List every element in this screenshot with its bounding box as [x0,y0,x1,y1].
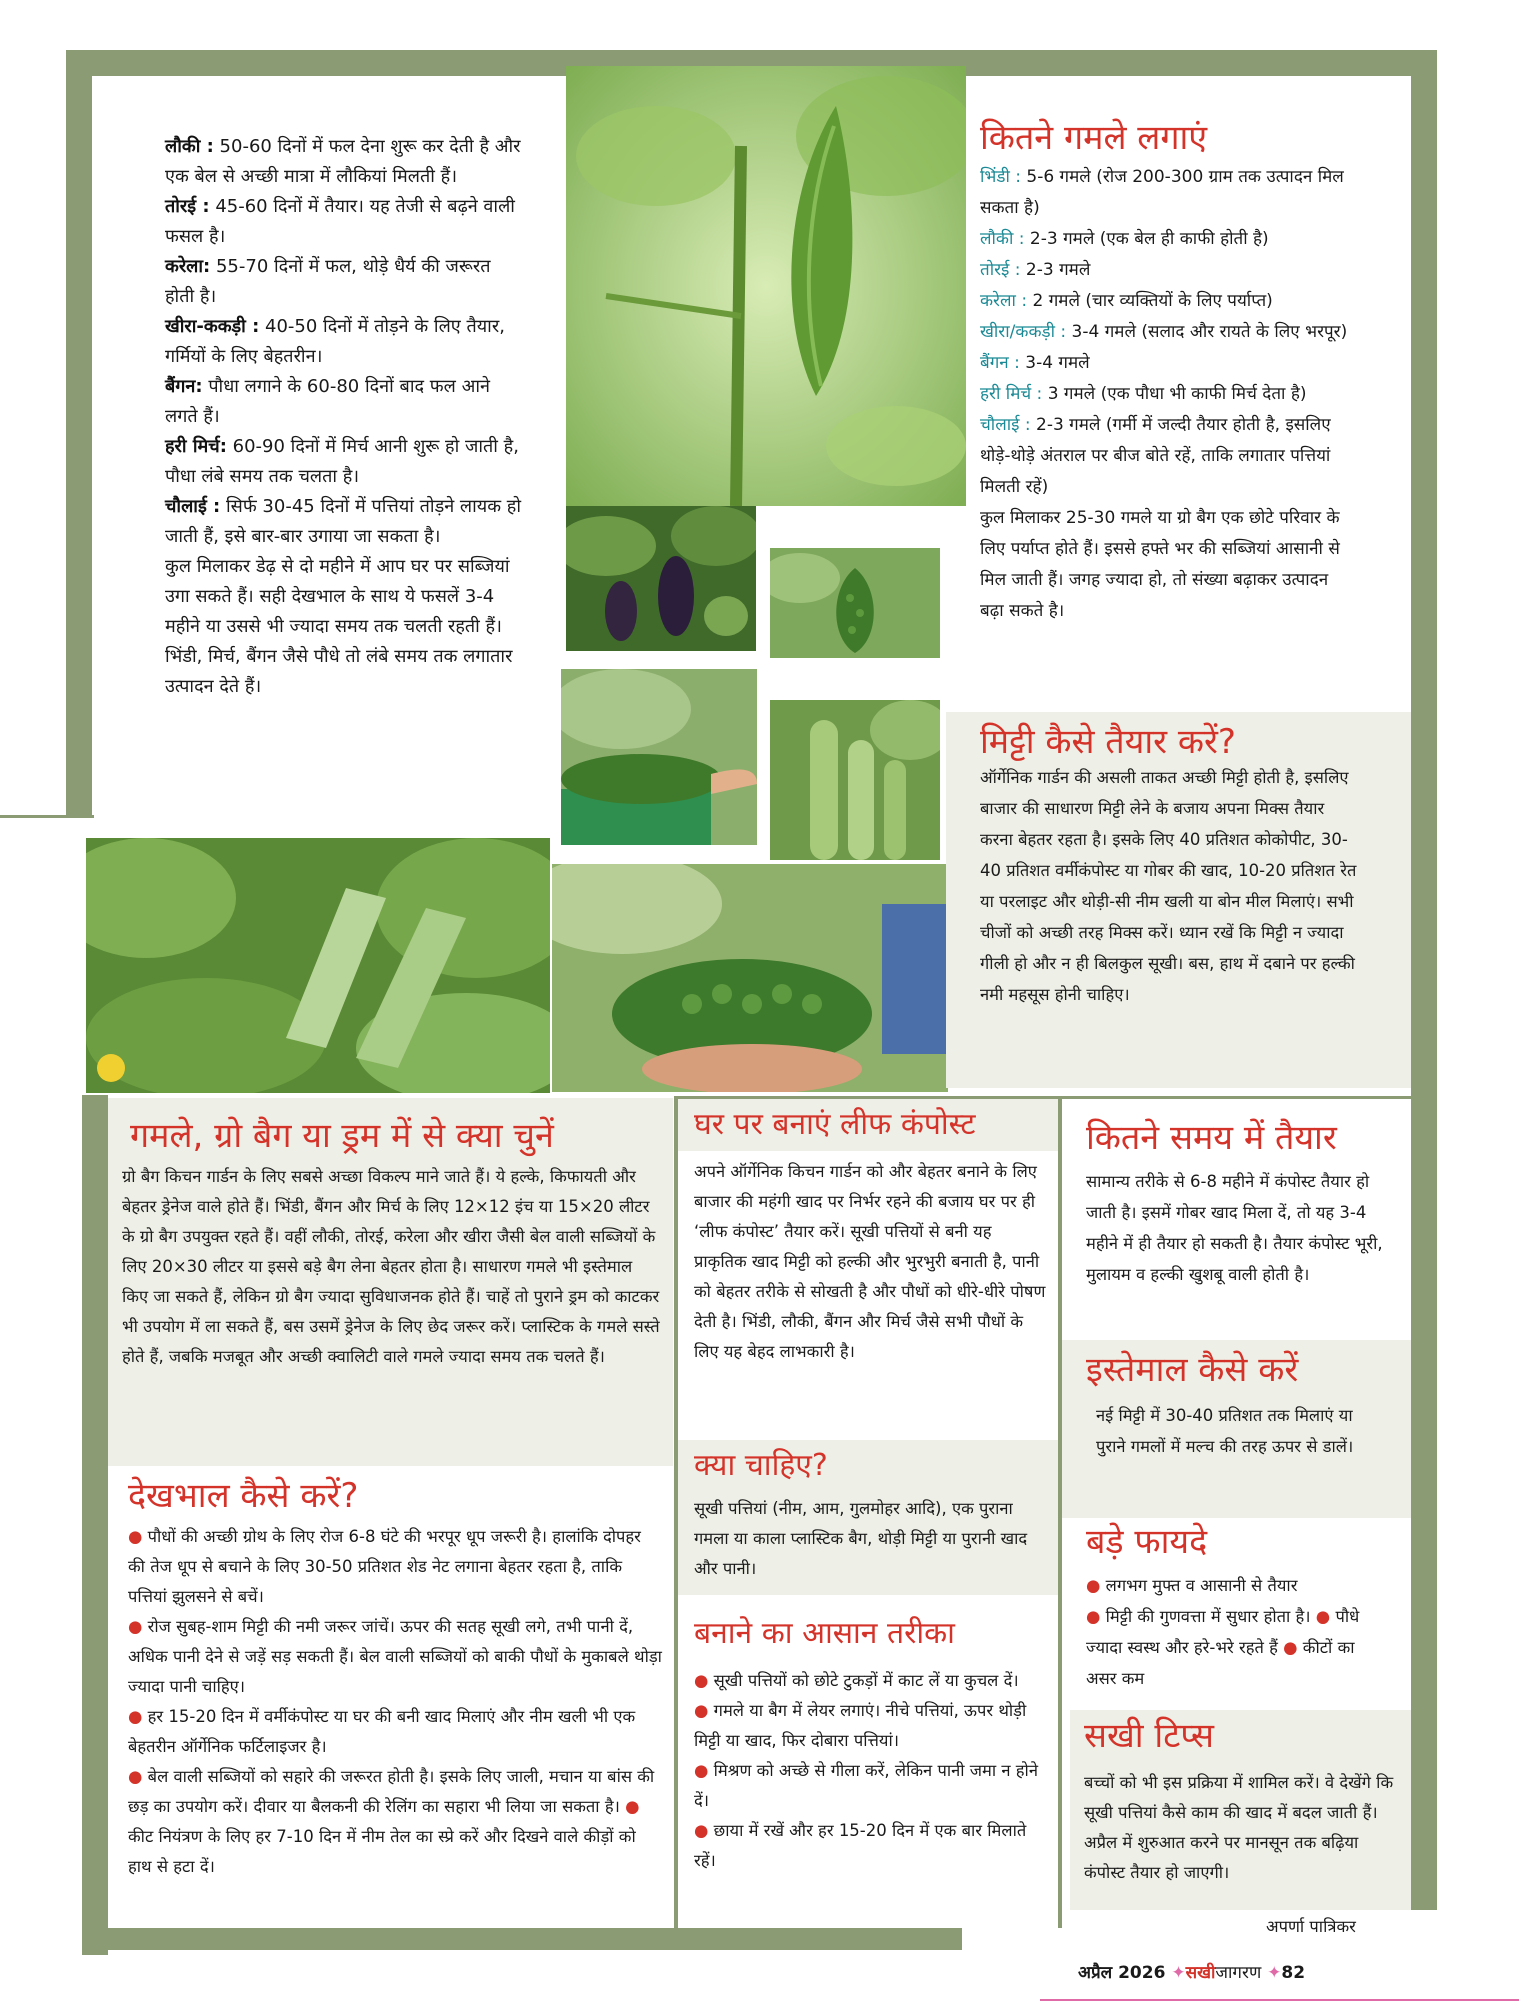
bullet-icon: ● [128,1767,143,1786]
tips-title: सखी टिप्स [1084,1716,1215,1756]
soil-text: ऑर्गेनिक गार्डन की असली ताकत अच्छी मिट्टी होती है, इसलिए बाजार की साधारण मिट्टी लेने के बजाय अपना मिक्स तैयार करना बेहतर रहता है। इसके लिए 40 प्रतिशत कोकोपीट, 30-40 प्रतिशत वर्मीकंपोस्ट या गोबर की खाद, 10-20 प्रतिशत रेत या परलाइट और थोड़ी-सी नीम खली या बोन मील मिलाएं। सभी चीजों को अच्छी तरह मिक्स करें। ध्यान रखें कि मिट्टी न ज्यादा गीली हो और न ही बिलकुल सूखी। बस, हाथ में दबाने पर हल्की नमी महसूस होनी चाहिए। [980,768,1357,1004]
veg-label: तोरई : [980,260,1021,280]
bottle-gourd-photo [770,700,940,860]
pots-title: कितने गमले लगाएं [980,118,1208,158]
care-bullet: कीट नियंत्रण के लिए हर 7-10 दिन में नीम तेल का स्प्रे करें और दिखने वाले कीड़ों को हाथ से हटा दें। [128,1827,636,1876]
method-title: बनाने का आसान तरीका [694,1616,955,1651]
bullet-icon: ● [694,1701,709,1720]
pots-text: 2-3 गमले (एक बेल ही काफी होती है) [1024,229,1269,249]
leaf-compost-text: अपने ऑर्गेनिक किचन गार्डन को और बेहतर बनाने के लिए बाजार की महंगी खाद पर निर्भर रहने की बजाय घर पर ही ‘लीफ कंपोस्ट’ तैयार करें। सूखी पत्तियों से बनी यह प्राकृतिक खाद मिट्टी को हल्की और भुरभुरी बनाती है, पानी को बेहतर तरीके से सोखती है और पौधों को धीरे-धीरे पोषण देती है। भिंडी, लौकी, बैंगन और मिर्च जैसे सभी पौधों के लिए यह बेहद लाभकारी है। [694,1162,1046,1361]
pots-text: 3 गमले (एक पौधा भी काफी मिर्च देता है) [1042,384,1307,404]
need-section [694,1446,1046,1584]
veg-label: भिंडी : [980,167,1021,187]
desc: पौधा लगाने के 60-80 दिनों बाद फल आने लगते हैं। [165,376,490,427]
term: बैंगन: [165,376,203,397]
need-title: क्या चाहिए? [694,1448,828,1483]
pots-text: 2-3 गमले [1020,260,1091,280]
term: खीरा-ककड़ी : [165,316,260,337]
ridge-gourd-photo [86,838,550,1093]
containers-section [122,1116,662,1372]
byline: अपर्णा पात्रिकर [1266,1917,1356,1936]
desc: सिर्फ 30-45 दिनों में पत्तियां तोड़ने लायक हो जाती हैं, इसे बार-बार उगाया जा सकता है। [165,496,522,547]
time-ready-text: सामान्य तरीके से 6-8 महीने में कंपोस्ट तैयार हो जाती है। इसमें गोबर खाद मिला दें, तो यह 3-4 महीने में ही तैयार हो सकती है। तैयार कंपोस्ट भूरी, मुलायम व हल्की खुशबू वाली होती है। [1086,1172,1383,1284]
care-section [128,1476,662,1882]
pots-text: 3-4 गमले (सलाद और रायते के लिए भरपूर) [1066,322,1348,342]
bullet-icon: ● [694,1761,709,1780]
benefit-item: पौधे ज्यादा स्वस्थ और हरे-भरे रहते हैं [1086,1607,1360,1657]
benefits-section [1086,1522,1386,1694]
term: करेला: [165,256,211,277]
tips-section [1084,1716,1400,1888]
term: तोरई : [165,196,210,217]
bullet-icon: ● [625,1797,640,1816]
time-ready-section [1086,1118,1386,1290]
footer-month: अप्रैल 2026 [1078,1963,1166,1983]
frame-bottom-border [82,1928,962,1950]
leaf-compost-section [694,1105,1046,1367]
usage-title: इस्तेमाल कैसे करें [1086,1350,1299,1390]
veg-label: हरी मिर्च : [980,384,1043,404]
method-bullet: गमले या बैग में लेयर लगाएं। नीचे पत्तियां, ऊपर थोड़ी मिट्टी या खाद, फिर दोबारा पत्तियां। [694,1701,1027,1750]
veg-label: करेला : [980,291,1028,311]
care-title: देखभाल कैसे करें? [128,1476,359,1516]
footer-brand-sakhi: सखी [1185,1963,1216,1983]
bullet-icon: ● [1315,1607,1331,1626]
soil-title: मिट्टी कैसे तैयार करें? [980,722,1236,762]
okra-photo [566,66,966,506]
method-section [694,1614,1046,1876]
pots-section [980,118,1355,627]
pots-closing: कुल मिलाकर 25-30 गमले या ग्रो बैग एक छोटे परिवार के लिए पर्याप्त होते हैं। इससे हफ्ते भर की सब्जियां आसानी से मिल जाती हैं। जगह ज्यादा हो, तो संख्या बढ़ाकर उत्पादन बढ़ा सकते है। [980,508,1340,621]
desc: 50-60 दिनों में फल देना शुरू कर देती है और एक बेल से अच्छी मात्रा में लौकियां मिलती हैं। [165,136,521,187]
benefit-item: कीटों का असर कम [1086,1638,1355,1688]
amaranth-harvest-photo [561,669,757,845]
containers-text: ग्रो बैग किचन गार्डन के लिए सबसे अच्छा विकल्प माने जाते हैं। ये हल्के, किफायती और बेहतर ड्रेनेज वाले होते हैं। भिंडी, बैंगन और मिर्च के लिए 12×12 इंच या 15×20 लीटर के ग्रो बैग उपयुक्त रहते हैं। वहीं लौकी, तोरई, करेला और खीरा जैसी बेल वाली सब्जियों के लिए 20×30 लीटर या इससे बड़े बैग लेना बेहतर होता है। साधारण गमले भी इस्तेमाल किए जा सकते हैं, लेकिन ग्रो बैग ज्यादा सुविधाजनक होते हैं। चाहें तो पुराने ड्रम को काटकर भी उपयोग में ला सकते हैं, बस उसमें ड्रेनेज के लिए छेद जरूर करें। प्लास्टिक के गमले सस्ते होते हैं, जबकि मजबूत और अच्छी क्वालिटी वाले गमले ज्यादा समय तक चलते हैं। [122,1167,660,1366]
bullet-icon: ● [1086,1576,1101,1595]
cucumber-harvest-photo [552,864,948,1092]
veg-label: चौलाई : [980,415,1031,435]
tips-text: बच्चों को भी इस प्रक्रिया में शामिल करें। वे देखेंगे कि सूखी पत्तियां कैसे काम की खाद में बदल जाती हैं। अप्रैल में शुरुआत करने पर मानसून तक बढ़िया कंपोस्ट तैयार हो जाएगी। [1084,1773,1394,1882]
bullet-icon: ● [128,1617,143,1636]
bullet-icon: ● [1086,1607,1101,1626]
star-icon: ✦ [1171,1963,1186,1983]
containers-title: गमले, ग्रो बैग या ड्रम में से क्या चुनें [130,1116,554,1156]
method-bullet: मिश्रण को अच्छे से गीला करें, लेकिन पानी जमा न होने दें। [694,1761,1038,1810]
frame-left-border-lower [82,1095,108,1955]
desc: 55-70 दिनों में फल, थोड़े धैर्य की जरूरत होती है। [165,256,491,307]
page-number: 82 [1281,1963,1306,1983]
frame-left-border [66,50,92,815]
veg-label: लौकी : [980,229,1025,249]
bullet-icon: ● [128,1527,143,1546]
term: चौलाई : [165,496,221,517]
footer-brand-jagran: जागरण [1215,1963,1262,1983]
harvest-times-text [165,132,525,702]
closing-text: कुल मिलाकर डेढ़ से दो महीने में आप घर पर सब्जियां उगा सकते हैं। सही देखभाल के साथ ये फसलें 3-4 महीने या उससे भी ज्यादा समय तक चलती रहती हैं। भिंडी, मिर्च, बैंगन जैसे पौधे तो लंबे समय तक लगातार उत्पादन देते हैं। [165,556,513,697]
bitter-gourd-photo [770,548,940,658]
desc: 40-50 दिनों में तोड़ने के लिए तैयार, गर्मियों के लिए बेहतरीन। [165,316,505,367]
desc: 45-60 दिनों में तैयार। यह तेजी से बढ़ने वाली फसल है। [165,196,515,247]
method-bullet: छाया में रखें और हर 15-20 दिन में एक बार मिलाते रहें। [694,1821,1027,1870]
star-icon: ✦ [1267,1963,1282,1983]
pots-text: 2-3 गमले (गर्मी में जल्दी तैयार होती है, इसलिए थोड़े-थोड़े अंतराल पर बीज बोते रहें, ताकि लगातार पत्तियां मिलती रहें) [980,415,1331,497]
pots-text: 3-4 गमले [1019,353,1090,373]
bullet-icon: ● [128,1707,143,1726]
bullet-icon: ● [1283,1638,1298,1657]
footer-line [1040,1999,1519,2001]
care-bullet: हर 15-20 दिन में वर्मीकंपोस्ट या घर की बनी खाद मिलाएं और नीम खली भी एक बेहतरीन ऑर्गेनिक फर्टिलाइजर है। [128,1707,636,1756]
veg-label: बैंगन : [980,353,1020,373]
desc: 60-90 दिनों में मिर्च आनी शुरू हो जाती है, पौधा लंबे समय तक चलता है। [165,436,519,487]
benefit-item: मिट्टी की गुणवत्ता में सुधार होता है। [1105,1607,1311,1626]
pots-text: 5-6 गमले (रोज 200-300 ग्राम तक उत्पादन मिल सकता है) [980,167,1344,218]
eggplant-photo [566,506,756,651]
bullet-icon: ● [694,1821,709,1840]
usage-text: नई मिट्टी में 30-40 प्रतिशत तक मिलाएं या पुराने गमलों में मल्च की तरह ऊपर से डालें। [1096,1406,1354,1456]
care-bullet: पौधों की अच्छी ग्रोथ के लिए रोज 6-8 घंटे की भरपूर धूप जरूरी है। हालांकि दोपहर की तेज धूप से बचाने के लिए 30-50 प्रतिशत शेड नेट लगाना बेहतर रहता है, ताकि पत्तियां झुलसने से बचें। [128,1527,641,1606]
time-ready-title: कितने समय में तैयार [1086,1118,1337,1158]
pots-text: 2 गमले (चार व्यक्तियों के लिए पर्याप्त) [1027,291,1273,311]
soil-section [980,722,1358,1010]
divider-line [0,815,94,818]
leaf-compost-title: घर पर बनाएं लीफ कंपोस्ट [694,1107,976,1142]
bullet-icon: ● [694,1671,709,1690]
benefit-item: लगभग मुफ्त व आसानी से तैयार [1105,1576,1298,1595]
benefits-title: बड़े फायदे [1086,1522,1208,1562]
term: हरी मिर्च: [165,436,227,457]
usage-section [1086,1350,1386,1462]
term: लौकी : [165,136,214,157]
method-bullet: सूखी पत्तियों को छोटे टुकड़ों में काट लें या कुचल दें। [713,1671,1019,1690]
veg-label: खीरा/ककड़ी : [980,322,1067,342]
page-footer [1078,1960,1305,1983]
need-text: सूखी पत्तियां (नीम, आम, गुलमोहर आदि), एक पुराना गमला या काला प्लास्टिक बैग, थोड़ी मिट्टी या पुरानी खाद और पानी। [694,1499,1028,1578]
frame-right-border [1411,50,1437,1910]
care-bullet: रोज सुबह-शाम मिट्टी की नमी जरूर जांचें। ऊपर की सतह सूखी लगे, तभी पानी दें, अधिक पानी देने से जड़ें सड़ सकती हैं। बेल वाली सब्जियों को बाकी पौधों के मुकाबले थोड़ा ज्यादा पानी चाहिए। [128,1617,662,1696]
care-bullet: बेल वाली सब्जियों को सहारे की जरूरत होती है। इसके लिए जाली, मचान या बांस की छड़ का उपयोग करें। दीवार या बैलकनी की रेलिंग का सहारा भी लिया जा सकता है। [128,1767,655,1816]
